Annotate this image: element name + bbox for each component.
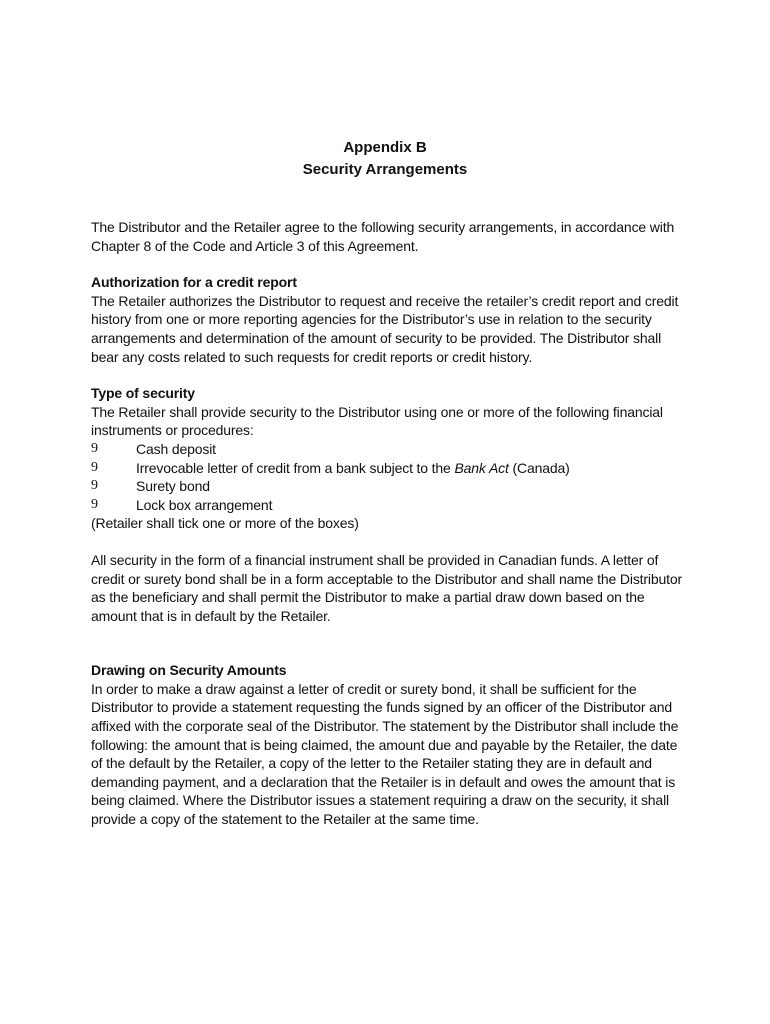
option-label: [136, 459, 570, 478]
intro-paragraph: The Distributor and the Retailer agree to the following security arrangements, in accordance with Chapter 8 of the Code and Article 3 of this Agreement.: [91, 219, 675, 254]
drawing-paragraph: In order to make a draw against a letter of credit or surety bond, it shall be sufficient for the Distributor to provide a statement requesting the funds signed by an officer of the Distributor and affixed with the corporate seal of the Distributor. The statement by the Distributor shall include the following: the amount that is being claimed, the amount due and payable by the Retailer, the date of the default by the Retailer, a copy of the letter to the Retailer stating they are in default and demanding payment, and a declaration that the Retailer is in default and owes the amount that is being claimed. Where the Distributor issues a statement requiring a draw on the security, it shall provide a copy of the statement to the Retailer at the same time.: [91, 680, 679, 828]
checkbox-icon[interactable]: 9: [91, 459, 98, 475]
document-title: [0, 137, 770, 181]
tick-note: (Retailer shall tick one or more of the boxes): [91, 515, 359, 532]
option-letter-of-credit[interactable]: [91, 459, 691, 478]
drawing-heading: Drawing on Security Amounts: [91, 662, 287, 679]
checkbox-icon[interactable]: 9: [91, 478, 98, 494]
option-label: Cash deposit: [136, 440, 216, 457]
option-label: Lock box arrangement: [136, 496, 273, 513]
document-body: [91, 218, 691, 829]
option-lock-box[interactable]: [91, 496, 691, 515]
type-of-security-heading: Type of security: [91, 385, 195, 402]
bank-act-italic: Bank Act: [454, 459, 509, 476]
option-label-end: (Canada): [508, 459, 570, 476]
authorization-paragraph: The Retailer authorizes the Distributor to request and receive the retailer’s credit report and credit history from one or more reporting agencies for the Distributor’s use in relation to the security arrangements and determination of the amount of security to be provided. The Distributor shall bear any costs related to such requests for credit reports or credit history.: [91, 292, 679, 365]
canadian-funds-paragraph: All security in the form of a financial instrument shall be provided in Canadian funds. A letter of credit or surety bond shall be in a form acceptable to the Distributor and shall name the Distributor as the beneficiary and shall permit the Distributor to make a partial draw down based on the amount that is in default by the Retailer.: [91, 551, 683, 624]
option-label-start: Irrevocable letter of credit from a bank subject to the: [136, 459, 455, 476]
option-surety-bond[interactable]: [91, 477, 691, 496]
appendix-title: Security Arrangements: [302, 161, 468, 178]
option-label: Surety bond: [136, 478, 210, 495]
type-of-security-paragraph: The Retailer shall provide security to the Distributor using one or more of the following financial instruments or procedures:: [91, 403, 663, 439]
authorization-heading: Authorization for a credit report: [91, 274, 297, 291]
appendix-label: Appendix B: [343, 139, 427, 156]
checkbox-icon[interactable]: 9: [91, 496, 98, 512]
checkbox-icon[interactable]: 9: [91, 440, 98, 456]
option-cash-deposit[interactable]: [91, 440, 691, 459]
